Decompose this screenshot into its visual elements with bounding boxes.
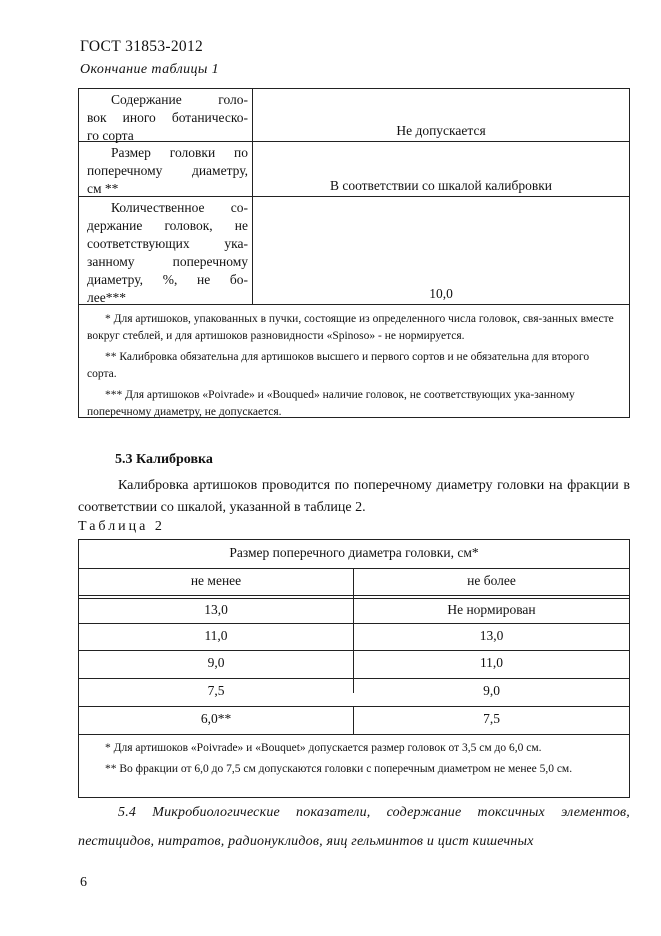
column-header-max: не более (467, 573, 516, 588)
table-2-notes (79, 736, 629, 782)
footnote: * Для артишоков «Poivrade» и «Bouquet» допускается размер головок от 3,5 см до 6,0 см. (105, 742, 542, 754)
row-divider (79, 678, 629, 679)
table-row (79, 89, 629, 142)
cell-max: 11,0 (479, 655, 504, 670)
cell-min: 13,0 (204, 602, 228, 617)
row-value: 10,0 (429, 286, 453, 301)
table-continuation-caption: Окончание таблицы 1 (80, 62, 220, 77)
row-value: В соответствии со шкалой калибровки (329, 178, 553, 193)
table-caption: Таблица 2 (78, 519, 165, 534)
row-divider (79, 623, 629, 624)
cell-max: 13,0 (479, 628, 504, 643)
section-paragraph: 5.4 Микробиологические показатели, содержание токсичных элементов, пестицидов, нитратов, радионуклидов, яиц гельминтов и цист кишечных (78, 805, 630, 849)
cell-min: 6,0** (200, 711, 232, 726)
section-paragraph: Калибровка артишоков проводится по поперечному диаметру головки на фракции в соответствии со шкалой, указанной в таблице 2. (78, 478, 630, 515)
section-heading: 5.3 Калибровка (115, 452, 213, 467)
table-row (79, 197, 629, 305)
row-label: Содержание голо- вок иного ботаническо- го сорта (79, 89, 253, 141)
row-label: Количественное со- держание головок, не соответствующих ука- занному поперечному диаметру, %, не бо- лее*** (79, 197, 253, 304)
row-divider (79, 734, 629, 735)
column-header-min: не менее (190, 573, 242, 588)
document-code: ГОСТ 31853-2012 (80, 38, 204, 55)
row-divider (79, 568, 629, 569)
row-divider (79, 706, 629, 707)
table-row (79, 142, 629, 197)
cell-max: 9,0 (483, 683, 500, 698)
row-divider (79, 650, 629, 651)
page-number: 6 (80, 875, 87, 890)
table-2 (78, 539, 630, 798)
footnote: *** Для артишоков «Poivrade» и «Bouqued» наличие головок, не соответствующих ука-занному поперечному диаметру, не допускается. (87, 389, 575, 418)
footnote: ** Во фракции от 6,0 до 7,5 см допускаются головки с поперечным диаметром не менее 5,0 см. (105, 763, 573, 775)
cell-max: Не нормирован (447, 602, 536, 617)
table-1 (78, 88, 630, 418)
header-divider (79, 595, 629, 599)
row-value: Не допускается (396, 123, 486, 138)
cell-min: 9,0 (207, 655, 225, 670)
cell-min: 11,0 (204, 628, 228, 643)
table-title: Размер поперечного диаметра головки, см* (229, 545, 479, 560)
footnote: ** Калибровка обязательна для артишоков высшего и первого сортов и не обязательна для второго сорта. (87, 351, 590, 380)
row-label: Размер головки по поперечному диаметру, см ** (79, 142, 253, 196)
footnote: * Для артишоков, упакованных в пучки, состоящие из определенного числа головок, свя-занных вместе вокруг стеблей, и для артишоков разновидности «Spinoso» - не нормируется. (87, 313, 614, 342)
cell-max: 7,5 (483, 711, 500, 726)
cell-min: 7,5 (207, 683, 225, 698)
table-1-notes (79, 305, 629, 417)
